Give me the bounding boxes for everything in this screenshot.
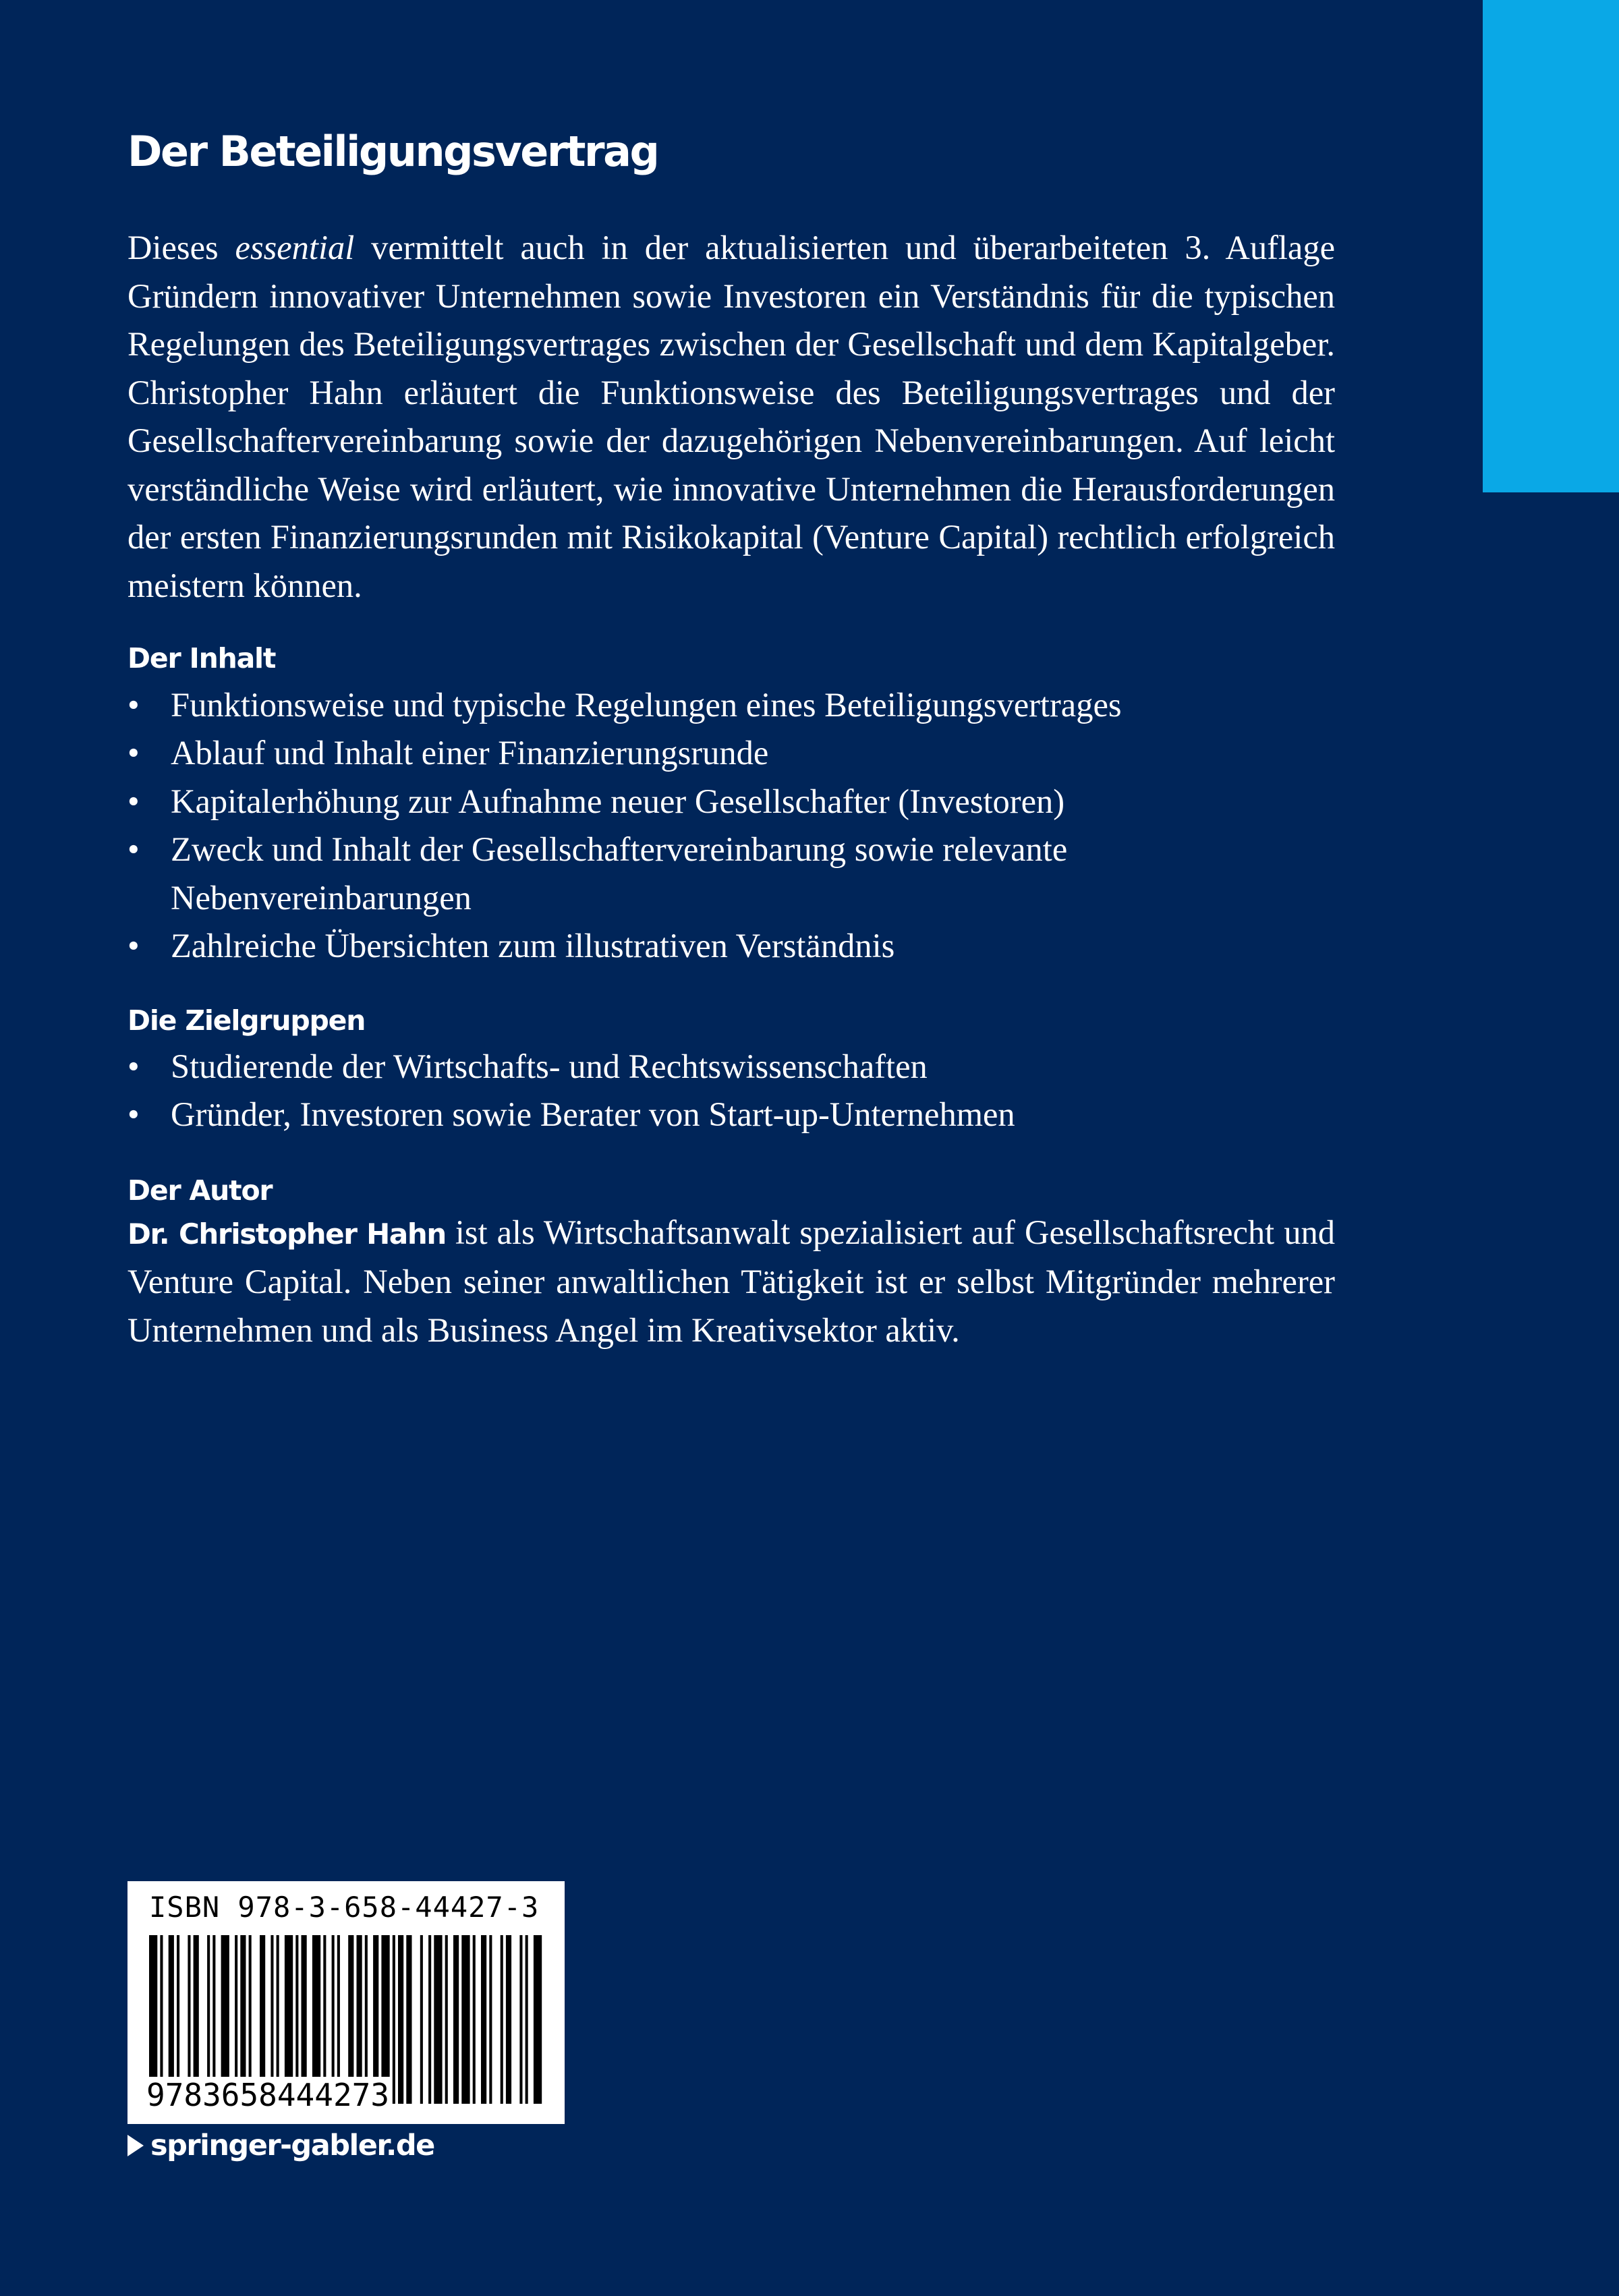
cover-content bbox=[127, 108, 1335, 1354]
bullet-icon: • bbox=[127, 685, 140, 724]
barcode-bar bbox=[453, 1935, 459, 2104]
barcode-bar bbox=[481, 1935, 486, 2104]
barcode-number: 9783658444273 bbox=[146, 2077, 390, 2113]
author-paragraph bbox=[127, 1209, 1335, 1355]
barcode-bar bbox=[420, 1935, 423, 2104]
accent-tab bbox=[1483, 0, 1619, 492]
arrow-right-icon bbox=[127, 2135, 144, 2156]
blurb-start: Dieses bbox=[127, 229, 235, 267]
list-item-text: Studierende der Wirtschafts- und Rechtswissenschaften bbox=[171, 1047, 928, 1085]
book-title: Der Beteiligungsvertrag bbox=[127, 127, 658, 176]
bullet-icon: • bbox=[127, 830, 140, 869]
bullet-icon: • bbox=[127, 1095, 140, 1134]
inhalt-list bbox=[127, 681, 1335, 971]
barcode-bar bbox=[489, 1935, 492, 2104]
list-item-text: Zahlreiche Übersichten zum illustrativen Verständnis bbox=[171, 927, 895, 965]
bullet-icon: • bbox=[127, 734, 140, 772]
bullet-icon: • bbox=[127, 782, 140, 820]
barcode-bar bbox=[534, 1935, 542, 2104]
section-heading-inhalt: Der Inhalt bbox=[127, 642, 276, 675]
list-item-text: Kapitalerhöhung zur Aufnahme neuer Gesellschafter (Investoren) bbox=[171, 782, 1065, 820]
list-item-text: Ablauf und Inhalt einer Finanzierungsrunde bbox=[171, 734, 769, 772]
author-bio: ist als Wirtschaftsanwalt spezialisiert auf Gesellschaftsrecht und Venture Capital. Neben seiner anwaltlichen Tätigkeit ist er selbst Mitgründer mehrerer Unternehmen und als Business Angel im Kreativsektor aktiv. bbox=[127, 1213, 1335, 1349]
barcode-bar bbox=[461, 1935, 470, 2104]
list-item-text: Funktionsweise und typische Regelungen eines Beteiligungsvertrages bbox=[171, 685, 1122, 724]
list-item bbox=[127, 681, 1335, 730]
bullet-icon: • bbox=[127, 927, 140, 965]
barcode-bar bbox=[434, 1935, 442, 2104]
barcode-bar bbox=[428, 1935, 431, 2104]
list-item-text: Gründer, Investoren sowie Berater von Start-up-Unternehmen bbox=[171, 1095, 1015, 1134]
barcode-bar bbox=[393, 1935, 395, 2104]
section-heading-autor: Der Autor bbox=[127, 1174, 273, 1207]
barcode-bar bbox=[519, 1935, 522, 2104]
zielgruppen-list bbox=[127, 1043, 1335, 1139]
bullet-icon: • bbox=[127, 1047, 140, 1085]
isbn-label: ISBN 978-3-658-44427-3 bbox=[149, 1891, 540, 1924]
list-item bbox=[127, 1043, 1335, 1091]
list-item bbox=[127, 1091, 1335, 1139]
blurb-emphasis: essential bbox=[235, 229, 355, 267]
section-heading-zielgruppen: Die Zielgruppen bbox=[127, 1004, 366, 1037]
list-item bbox=[127, 729, 1335, 778]
barcode-bar bbox=[526, 1935, 528, 2104]
author-name: Dr. Christopher Hahn bbox=[127, 1217, 446, 1251]
list-item bbox=[127, 922, 1335, 971]
barcode-bar bbox=[473, 1935, 476, 2104]
barcode-bar bbox=[506, 1935, 511, 2104]
list-item bbox=[127, 826, 1335, 922]
barcode-bar bbox=[406, 1935, 411, 2104]
barcode-bar bbox=[445, 1935, 448, 2104]
blurb-paragraph bbox=[127, 224, 1335, 610]
barcode-box bbox=[127, 1881, 565, 2124]
blurb-rest: vermittelt auch in der aktualisierten und überarbeiteten 3. Auflage Gründern innovativer Unternehmen sowie Investoren ein Verständnis für die typischen Regelungen des Beteiligungsvertrages zwischen der Gesellschaft und dem Kapitalgeber. Christopher Hahn erläutert die Funktionsweise des Beteiligungsvertrages und der Gesellschaftervereinbarung sowie der dazugehörigen Nebenvereinbarungen. Auf leicht verständliche Weise wird erläutert, wie innovative Unternehmen die Herausforderungen der ersten Finanzierungsrunden mit Risikokapital (Venture Capital) rechtlich erfolgreich meistern können. bbox=[127, 229, 1335, 604]
barcode-bar bbox=[398, 1935, 403, 2104]
list-item-text: Zweck und Inhalt der Gesellschaftervereinbarung sowie relevante Nebenvereinbarungen bbox=[171, 830, 1068, 917]
website-link[interactable] bbox=[127, 2129, 434, 2162]
website-link-text: springer-gabler.de bbox=[150, 2129, 434, 2162]
barcode-bar bbox=[501, 1935, 503, 2104]
list-item bbox=[127, 778, 1335, 826]
